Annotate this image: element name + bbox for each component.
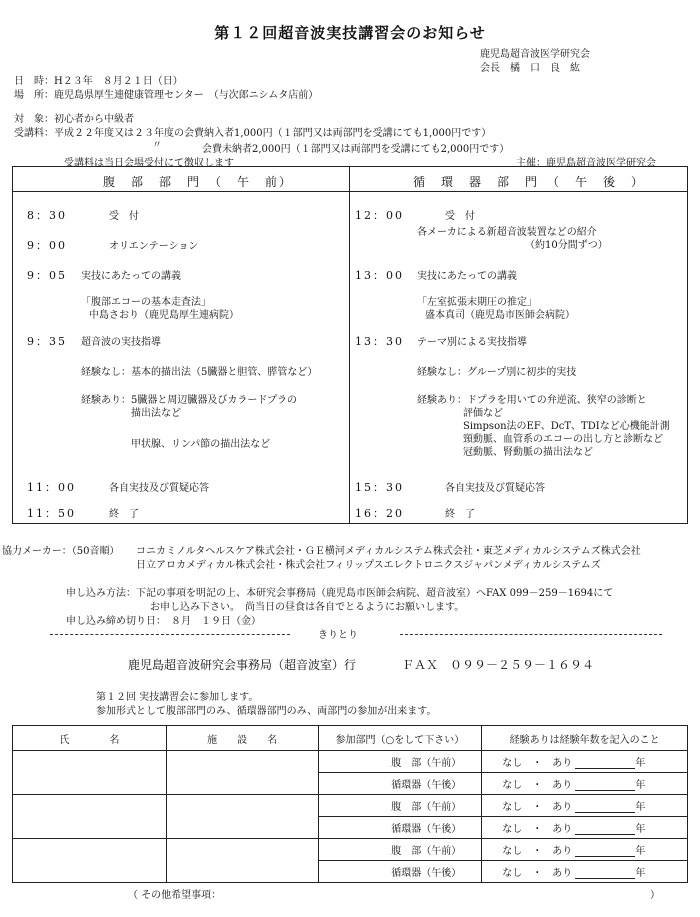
- experience-field[interactable]: [482, 817, 688, 839]
- morning-schedule-item: 描出法など: [131, 408, 181, 419]
- col-name: 氏 名: [13, 726, 167, 751]
- name-field[interactable]: [13, 839, 167, 883]
- morning-schedule-item: 中島さおり（鹿児島厚生連病院）: [89, 310, 239, 321]
- event-date: 日 時：H２３年 ８月２１日（日）: [14, 76, 183, 87]
- afternoon-time: 12：00: [355, 209, 404, 222]
- department-label: 腹 部（午前）: [391, 802, 462, 813]
- afternoon-schedule-item: テーマ別による実技指導: [417, 337, 527, 348]
- facility-field[interactable]: [166, 751, 318, 795]
- participation-message-2: 参加形式として腹部部門のみ、循環器部門のみ、両部門の参加が出来ます。: [96, 706, 437, 717]
- experience-field[interactable]: [482, 861, 688, 883]
- afternoon-schedule-item: （約10分間ずつ）: [525, 240, 608, 251]
- morning-schedule-item: 実技にあたっての講義: [81, 271, 181, 282]
- name-field[interactable]: [13, 795, 167, 839]
- afternoon-time: 15：30: [355, 481, 404, 494]
- afternoon-schedule-item: 実技にあたっての講義: [417, 271, 517, 282]
- years-blank[interactable]: [575, 802, 635, 813]
- morning-time: 8：30: [27, 209, 67, 222]
- facility-field[interactable]: [166, 839, 318, 883]
- afternoon-schedule-item: 経験なし：グループ別に初歩的実技: [417, 367, 577, 378]
- facility-field[interactable]: [166, 795, 318, 839]
- years-blank[interactable]: [575, 824, 635, 835]
- event-target: 対 象：初心者から中級者: [14, 114, 134, 125]
- afternoon-schedule-item: 「左室拡張末期圧の推定」: [417, 297, 537, 308]
- cut-label: きりとり: [318, 630, 358, 641]
- cut-line-left: [50, 634, 290, 635]
- department-option[interactable]: [318, 839, 482, 861]
- experience-options: なし ・ あり: [502, 758, 573, 769]
- department-label: 循環器（午後）: [391, 868, 462, 879]
- year-label: 年: [635, 780, 646, 791]
- years-blank[interactable]: [575, 846, 635, 857]
- col-experience: 経験ありは経験年数を記入のこと: [482, 726, 688, 751]
- morning-time: 9：05: [27, 269, 67, 282]
- other-requests-close: ）: [650, 890, 660, 901]
- department-option[interactable]: [318, 773, 482, 795]
- president-name: 会長 橘 口 良 紘: [480, 63, 580, 74]
- year-label: 年: [635, 802, 646, 813]
- page-title: 第１２回超音波実技講習会のお知らせ: [214, 24, 486, 42]
- afternoon-schedule-item: 冠動脈、腎動脈の描出法など: [463, 447, 593, 458]
- afternoon-schedule-item: 各自実技及び質疑応答: [445, 483, 545, 494]
- host-name: 主催：鹿児島超音波医学研究会: [516, 158, 656, 169]
- morning-schedule-item: オリエンテーション: [109, 241, 199, 252]
- form-row: [13, 795, 688, 817]
- afternoon-schedule-item: 各メーカによる新超音波装置などの紹介: [417, 227, 597, 238]
- apply-method-1: 申し込み方法：下記の事項を明記の上、本研究会事務局（鹿児島市医師会病院、超音波室）へFAX 099－259－1694にて: [66, 588, 614, 599]
- schedule-table: [12, 166, 688, 524]
- morning-schedule-item: 超音波の実技指導: [81, 337, 161, 348]
- experience-options: なし ・ あり: [502, 846, 573, 857]
- name-field[interactable]: [13, 751, 167, 795]
- form-header-row: [13, 726, 688, 751]
- morning-schedule-item: 甲状腺、リンパ節の描出法など: [131, 439, 271, 450]
- morning-header: 腹 部 部 門 （ 午 前）: [103, 175, 294, 189]
- registration-form: [12, 725, 688, 883]
- participation-message-1: 第１２回 実技講習会に参加します。: [96, 692, 259, 703]
- experience-field[interactable]: [482, 795, 688, 817]
- fee-nonmembers: 会費未納者2,000円（１部門又は両部門を受講にても2,000円です）: [202, 144, 510, 155]
- morning-schedule-item: 各自実技及び質疑応答: [109, 483, 209, 494]
- form-row: [13, 839, 688, 861]
- experience-options: なし ・ あり: [502, 802, 573, 813]
- morning-schedule-item: 終 了: [109, 509, 139, 520]
- event-place: 場 所：鹿児島県厚生連健康管理センター （与次郎ニシムタ店前）: [14, 90, 319, 101]
- year-label: 年: [635, 868, 646, 879]
- apply-deadline: 申し込み締め切り日： ８月 １９日（金）: [66, 616, 261, 627]
- department-label: 循環器（午後）: [391, 780, 462, 791]
- year-label: 年: [635, 758, 646, 769]
- organizer-name: 鹿児島超音波医学研究会: [480, 49, 590, 60]
- apply-method-2: お申し込み下さい。 尚当日の昼食は各自でとるようにお願いします。: [150, 602, 465, 613]
- years-blank[interactable]: [575, 868, 635, 879]
- department-option[interactable]: [318, 861, 482, 883]
- years-blank[interactable]: [575, 780, 635, 791]
- morning-time: 11：50: [27, 507, 76, 520]
- fee-members: 受講料：平成２２年度又は２３年度の会費納入者1,000円（１部門又は両部門を受講にても1,000円です）: [14, 128, 492, 139]
- department-label: 循環器（午後）: [391, 824, 462, 835]
- year-label: 年: [635, 846, 646, 857]
- office-address: 鹿児島超音波研究会事務局（超音波室）行: [128, 658, 357, 672]
- afternoon-schedule-item: 評価など: [463, 408, 503, 419]
- morning-schedule-item: 「腹部エコーの基本走査法」: [81, 297, 211, 308]
- makers-line-2: 日立アロカメディカル株式会社・株式会社フィリップスエレクトロニクスジャパンメディカルシステムズ: [136, 560, 601, 571]
- experience-options: なし ・ あり: [502, 868, 573, 879]
- afternoon-schedule-item: 経験あり：ドプラを用いての弁逆流、狭窄の診断と: [417, 395, 647, 406]
- afternoon-time: 13：30: [355, 335, 404, 348]
- fee-note: 受講料は当日会場受付にて徴収します: [64, 158, 234, 169]
- col-department: 参加部門（○をして下さい）: [318, 726, 482, 751]
- department-label: 腹 部（午前）: [391, 758, 462, 769]
- schedule-divider: [349, 167, 350, 523]
- afternoon-header: 循 環 器 部 門 （ 午 後 ）: [413, 175, 646, 189]
- morning-time: 11：00: [27, 481, 76, 494]
- morning-schedule-item: 受 付: [109, 211, 139, 222]
- department-option[interactable]: [318, 795, 482, 817]
- department-option[interactable]: [318, 751, 482, 773]
- makers-line-1: コニカミノルタヘルスケア株式会社・ＧＥ横河メディカルシステム株式会社・東芝メディカルシステムズ株式会社: [136, 546, 641, 557]
- experience-field[interactable]: [482, 773, 688, 795]
- afternoon-time: 16：20: [355, 507, 404, 520]
- afternoon-schedule-item: 終 了: [445, 509, 475, 520]
- experience-field[interactable]: [482, 751, 688, 773]
- col-facility: 施 設 名: [166, 726, 318, 751]
- afternoon-schedule-item: Simpson法のEF、DcT、TDIなど心機能計測: [463, 421, 670, 432]
- office-fax: ＦＡＸ ０９９－２５９－１６９４: [402, 658, 595, 672]
- form-row: [13, 751, 688, 773]
- other-requests-label: （ その他希望事項：: [128, 890, 222, 901]
- afternoon-time: 13：00: [355, 269, 404, 282]
- afternoon-schedule-item: 受 付: [445, 211, 475, 222]
- morning-schedule-item: 経験なし：基本的描出法（5臓器と胆管、膵管など）: [81, 367, 318, 378]
- department-label: 腹 部（午前）: [391, 846, 462, 857]
- morning-time: 9：00: [27, 239, 67, 252]
- afternoon-schedule-item: 頸動脈、血管系のエコーの出し方と診断など: [463, 434, 663, 445]
- afternoon-schedule-item: 盛本真司（鹿児島市医師会病院）: [425, 310, 575, 321]
- cut-line-right: [400, 634, 662, 635]
- morning-schedule-item: 経験あり：5臓器と周辺臓器及びカラードプラの: [81, 395, 298, 406]
- experience-options: なし ・ あり: [502, 824, 573, 835]
- year-label: 年: [635, 824, 646, 835]
- makers-label: 協力メーカー：（50音順）: [2, 546, 120, 557]
- department-option[interactable]: [318, 817, 482, 839]
- ditto-mark: 〃: [152, 140, 162, 151]
- experience-field[interactable]: [482, 839, 688, 861]
- experience-options: なし ・ あり: [502, 780, 573, 791]
- morning-time: 9：35: [27, 335, 67, 348]
- years-blank[interactable]: [575, 758, 635, 769]
